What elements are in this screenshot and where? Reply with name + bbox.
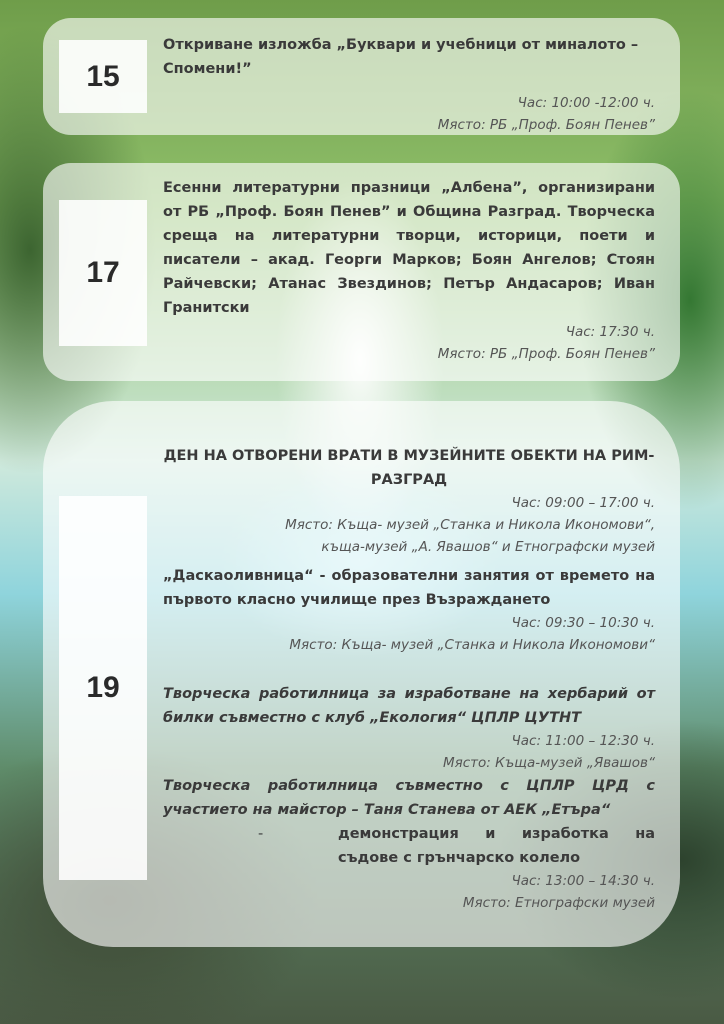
event-time: Час: 13:00 – 14:30 ч.: [511, 873, 655, 889]
event-title: Откриване изложба „Буквари и учебници от миналото – Спомени!”: [163, 37, 639, 77]
event-title: Творческа работилница съвместно с ЦПЛР ЦРД с участието на майстор – Таня Станева от АЕК „Етъра“: [163, 778, 655, 818]
event-time: Час: 10:00 -12:00 ч.: [517, 95, 655, 111]
day-number: 17: [59, 200, 147, 346]
event-title-line: ДЕН НА ОТВОРЕНИ ВРАТИ В МУЗЕЙНИТЕ ОБЕКТИ НА РИМ-: [163, 448, 655, 464]
event-item: [163, 564, 655, 656]
event-card-19: [43, 401, 680, 947]
event-item: [163, 682, 655, 774]
event-card-15: [43, 18, 680, 135]
event-place: Място: Етнографски музей: [462, 895, 655, 911]
event-place: къща-музей „А. Явашов“ и Етнографски музей: [321, 539, 655, 555]
event-time: Час: 17:30 ч.: [565, 324, 655, 340]
event-title: „Даскаоливница“ - образователни занятия от времето на първото класно училище през Възраждането: [163, 568, 655, 608]
event-place: Място: РБ „Проф. Боян Пенев”: [437, 346, 655, 362]
event-subitem: [163, 822, 655, 870]
event-time: Час: 09:00 – 17:00 ч.: [511, 495, 655, 511]
event-time: Час: 09:30 – 10:30 ч.: [511, 615, 655, 631]
event-title-line: РАЗГРАД: [370, 472, 448, 488]
day-number: 15: [59, 40, 147, 113]
event-card-17: [43, 163, 680, 381]
event-place: Място: Къща- музей „Станка и Никола Икономови“: [289, 637, 655, 653]
event-title: Есенни литературни празници „Албена”, организирани от РБ „Проф. Боян Пенев” и Община Разград. Творческа среща на литературни творци, историци, поети и писатели – акад. Георги Марков; Боян Ангелов; Стоян Райчевски; Атанас Звездинов; Петър Андасаров; Иван Гранитски: [163, 180, 655, 316]
event-subitem-text: демонстрация и изработка на съдове с грънчарско колело: [338, 826, 655, 866]
event-time: Час: 11:00 – 12:30 ч.: [511, 733, 655, 749]
event-item: [163, 444, 655, 558]
event-item: [163, 774, 655, 914]
dash-bullet: -: [258, 826, 264, 842]
event-place: Място: РБ „Проф. Боян Пенев”: [437, 117, 655, 133]
event-place: Място: Къща- музей „Станка и Никола Икономови“,: [285, 517, 655, 533]
event-title: Творческа работилница за изработване на хербарий от билки съвместно с клуб „Екология“ ЦПЛР ЦУТНТ: [163, 686, 655, 726]
day-number: 19: [59, 496, 147, 880]
event-place: Място: Къща-музей „Явашов“: [442, 755, 655, 771]
